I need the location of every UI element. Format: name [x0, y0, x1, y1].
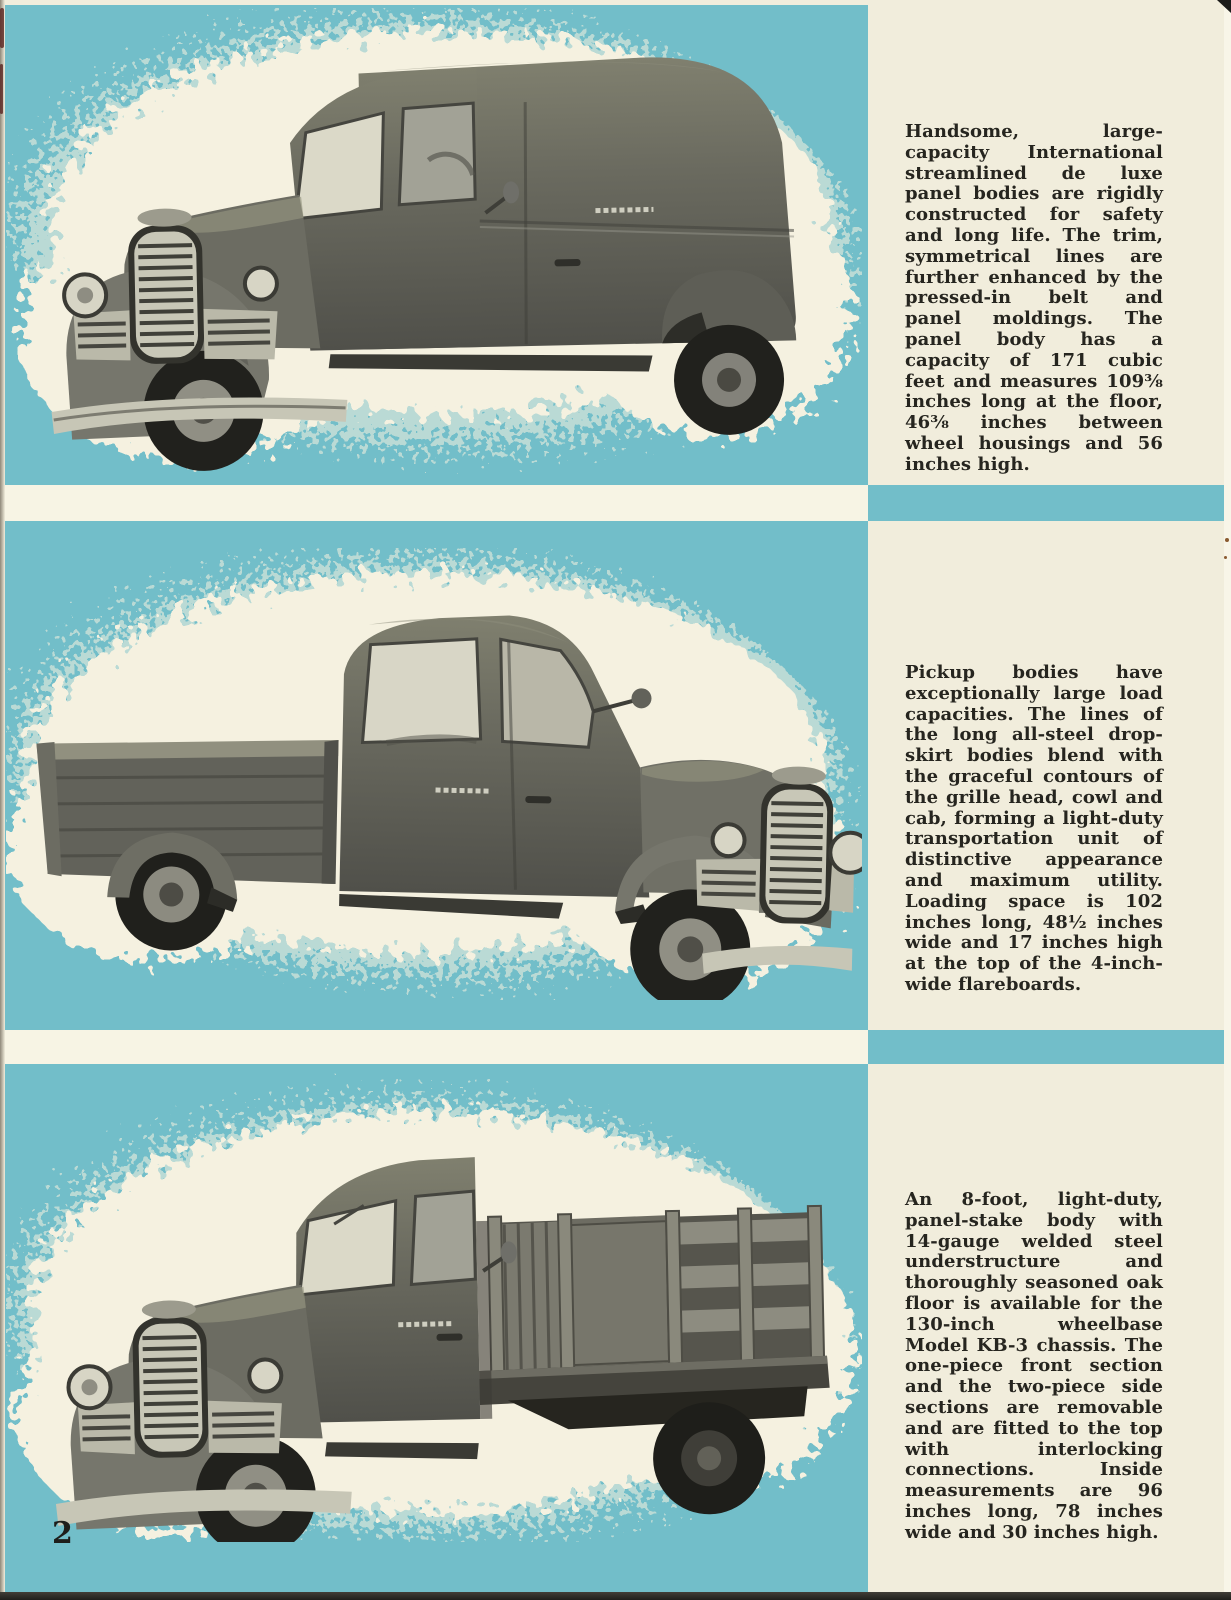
page-edge-left: [0, 0, 5, 1600]
separator-band-white-2: [5, 1030, 868, 1064]
corner-mark: [1217, 0, 1231, 13]
separator-band-teal-2: [868, 1030, 1224, 1064]
page-number: 2: [52, 1516, 73, 1551]
pickup-truck-illustration: [6, 548, 862, 1000]
paper-speck: [1224, 556, 1227, 559]
pickup-truck-description: Pickup bodies have exceptionally large load capacities. The lines of the long all-steel drop-skirt bodies blend with the graceful contours of the grille head, cowl and cab, forming a light-duty transportation unit of distinctive appearance and maximum utility. Loading space is 102 inches long, 48½ inches wide and 17 inches high at the top of the 4-inch-wide flareboards.: [905, 662, 1163, 995]
grille: [134, 231, 199, 358]
door-window: [409, 1191, 475, 1284]
panel-truck-description: Handsome, large-capacity International streamlined de luxe panel bodies are rigidly constructed for safety and long life. The trim, symmetrical lines are further enhanced by the pressed-in belt and panel moldings. The panel body has a capacity of 171 cubic feet and measures 109⅜ inches long at the floor, 46⅜ inches between wheel housings and 56 inches high.: [905, 121, 1163, 475]
stake-truck-description: An 8-foot, light-duty, panel-stake body with 14-gauge welded steel understructure and thoroughly seasoned oak floor is available for the 130-inch wheelbase Model KB-3 chassis. The one-piece front section and the two-piece side sections are removable and are fitted to the top with interlocking connections. Inside measurements are 96 inches long, 78 inches wide and 30 inches high.: [905, 1189, 1163, 1543]
paper-speck: [1225, 538, 1229, 542]
separator-band-teal-1: [868, 485, 1224, 521]
panel-truck-illustration: [6, 8, 862, 474]
edge-mark: [0, 8, 4, 48]
stake-truck-illustration: [6, 1072, 862, 1542]
door-window: [363, 637, 483, 745]
separator-band-white-1: [5, 485, 868, 521]
page-edge-right: [1224, 0, 1231, 1592]
headlight: [712, 824, 745, 857]
page-edge-bottom: [0, 1592, 1231, 1600]
edge-mark: [0, 64, 3, 114]
grille: [765, 789, 828, 918]
grille: [138, 1323, 203, 1452]
